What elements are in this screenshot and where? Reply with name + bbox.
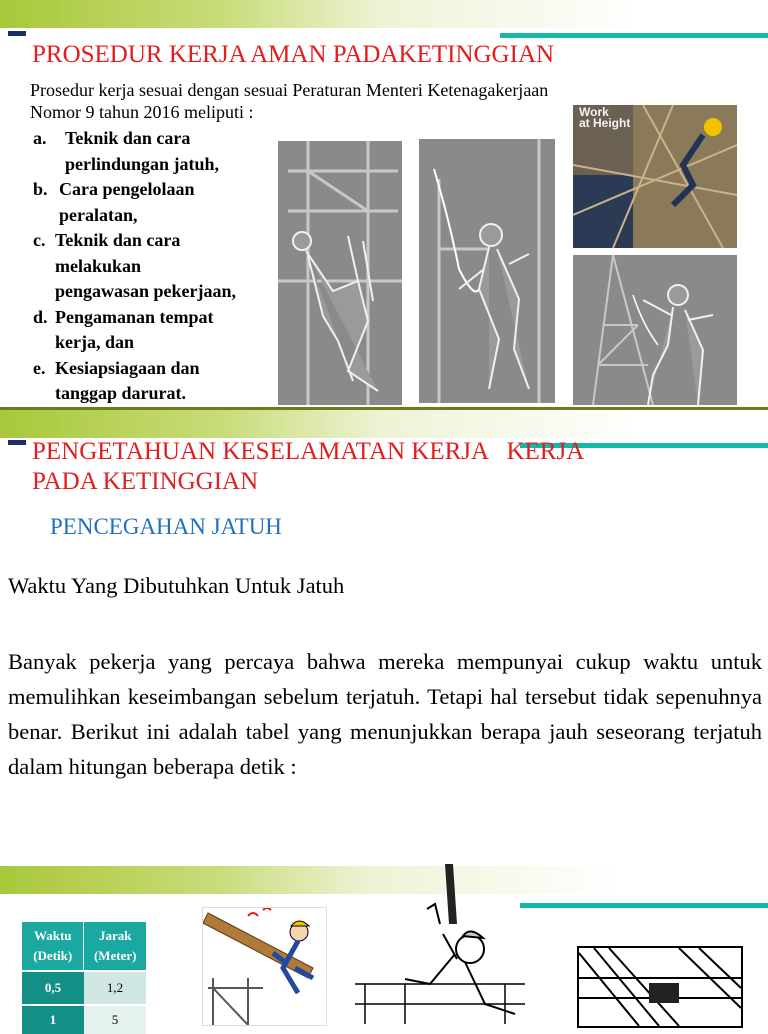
photo-caption-line-1: Work bbox=[579, 105, 609, 119]
illustration-lanyard-fall bbox=[345, 864, 535, 1024]
photo-worker-climbing bbox=[419, 139, 555, 403]
photo-worker-scaffold bbox=[278, 141, 402, 405]
intro-line-2: Nomor 9 tahun 2016 meliputi : bbox=[30, 102, 254, 122]
table-cell-distance: 1,2 bbox=[84, 971, 146, 1005]
slide2-title-line-1: PENGETAHUAN KESELAMATAN KERJA KERJA bbox=[32, 438, 585, 465]
slide1-accent-navy bbox=[8, 31, 26, 36]
list-item-text: Teknik dan cara bbox=[65, 128, 191, 148]
scaffolding-drawing bbox=[579, 948, 741, 1026]
procedure-list bbox=[33, 126, 283, 407]
slide2-accent-navy bbox=[8, 440, 26, 445]
table-row bbox=[22, 971, 146, 1005]
list-item-text: Pengamanan tempat bbox=[55, 306, 214, 327]
photo-work-at-height bbox=[573, 105, 737, 248]
list-item-text: Cara pengelolaan bbox=[59, 179, 195, 199]
falling-plank-cartoon bbox=[203, 908, 326, 1025]
list-item bbox=[33, 305, 283, 356]
photo-tower-worker bbox=[573, 255, 737, 405]
list-item bbox=[33, 356, 283, 407]
table-cell-time: 0,5 bbox=[22, 971, 84, 1005]
slide2-title bbox=[32, 437, 752, 497]
list-item-text: Teknik dan cara bbox=[55, 230, 181, 250]
intro-line-1: Prosedur kerja sesuai dengan sesuai Peraturan Menteri Ketenagakerjaan bbox=[30, 80, 549, 100]
climbing-worker-illustration bbox=[419, 139, 555, 403]
slide2-header-gradient bbox=[0, 410, 640, 438]
list-item-label: e. bbox=[33, 357, 46, 378]
table-header-distance: Jarak (Meter) bbox=[84, 922, 146, 971]
list-item-label: a. bbox=[33, 128, 47, 148]
table-cell-time: 1 bbox=[22, 1005, 84, 1034]
list-item-text: pengawasan pekerjaan, bbox=[55, 281, 237, 301]
photo-caption-line-2: at Height bbox=[579, 116, 631, 130]
table-header-time: Waktu (Detik) bbox=[22, 922, 84, 971]
illustration-falling-plank bbox=[202, 907, 327, 1026]
list-item-label: d. bbox=[33, 306, 48, 327]
fall-time-table bbox=[22, 922, 146, 1034]
list-item-label: b. bbox=[33, 179, 48, 199]
photo-caption bbox=[579, 107, 630, 129]
slide2-subtitle: PENCEGAHAN JATUH bbox=[50, 514, 282, 539]
slide1-accent-teal bbox=[500, 33, 768, 38]
lanyard-fall-cartoon bbox=[345, 864, 535, 1024]
list-item-text: tanggap darurat. bbox=[55, 383, 187, 403]
list-item bbox=[33, 126, 283, 177]
table-cell-distance: 5 bbox=[84, 1005, 146, 1034]
list-item bbox=[33, 177, 283, 228]
list-item-text: kerja, dan bbox=[55, 332, 135, 352]
list-item-text: Kesiapsiagaan dan bbox=[55, 357, 200, 378]
slide1-title: PROSEDUR KERJA AMAN PADAKETINGGIAN bbox=[32, 41, 555, 68]
list-item-text: melakukan bbox=[55, 255, 142, 276]
illustration-scaffolding bbox=[577, 946, 743, 1028]
table-row bbox=[22, 1005, 146, 1034]
slide3-accent-teal bbox=[520, 903, 768, 908]
list-item bbox=[33, 228, 283, 305]
slide2-paragraph: Banyak pekerja yang percaya bahwa mereka mempunyai cukup waktu untuk memulihkan keseimbangan sebelum terjatuh. Tetapi hal tersebut tidak sepenuhnya benar. Berikut ini adalah tabel yang menunjukkan berapa jauh seseorang terjatuh dalam hitungan beberapa detik : bbox=[8, 649, 762, 779]
list-item-text: peralatan, bbox=[59, 204, 138, 225]
tower-worker-illustration bbox=[573, 255, 737, 405]
list-item-label: c. bbox=[33, 230, 46, 250]
slide1-header-gradient bbox=[0, 0, 640, 28]
list-item-text: perlindungan jatuh, bbox=[65, 153, 220, 174]
slide2-title-line-2: PADA KETINGGIAN bbox=[32, 468, 259, 495]
scaffold-worker-illustration bbox=[278, 141, 402, 405]
slide2-heading: Waktu Yang Dibutuhkan Untuk Jatuh bbox=[8, 573, 345, 598]
